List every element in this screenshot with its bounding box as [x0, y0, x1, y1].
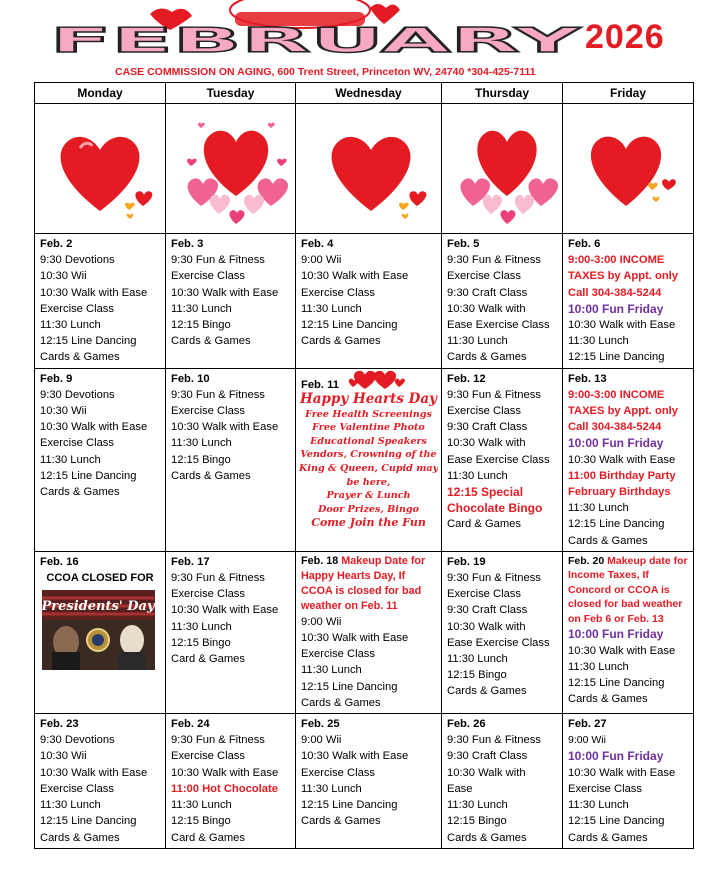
special-event: 11:00 Hot Chocolate: [171, 782, 278, 795]
birthday-party: 11:00 Birthday Party: [568, 469, 676, 482]
activity: Card & Games: [171, 831, 245, 844]
activity: 12:15 Line Dancing: [301, 680, 398, 693]
activity: Cards & Games: [301, 696, 381, 709]
activity: Ease Exercise Class: [447, 453, 550, 466]
day-cell: [296, 551, 442, 713]
date-label: Feb. 10: [171, 372, 210, 385]
activity: 10:30 Wii: [40, 405, 87, 418]
date-label: Feb. 19: [447, 555, 486, 568]
fun-friday: 10:00 Fun Friday: [568, 436, 664, 451]
activity: 10:30 Walk with Ease: [171, 604, 279, 617]
activity: 11:30 Lunch: [301, 664, 362, 677]
happy-hearts-title: Happy Hearts Day: [300, 390, 437, 407]
birthday-party: February Birthdays: [568, 486, 671, 499]
activity: 9:00 Wii: [568, 734, 606, 747]
activity: Cards & Games: [447, 351, 527, 364]
activity: Ease: [447, 782, 473, 795]
small-hearts-icon: [345, 371, 407, 391]
date-label: Feb. 16: [40, 555, 79, 568]
activity: 10:30 Walk with Ease: [301, 270, 409, 283]
activity: 12:15 Line Dancing: [301, 799, 398, 812]
activity: 11:30 Lunch: [568, 660, 629, 673]
event-line: Vendors, Crowning of the: [300, 449, 437, 461]
activity: 9:30 Craft Class: [447, 604, 528, 617]
address-line: CASE COMMISSION ON AGING, 600 Trent Street, Princeton WV, 24740 *304-425-7111: [115, 66, 536, 78]
activity: 10:30 Walk with: [447, 437, 526, 450]
activity: 10:30 Walk with Ease: [171, 766, 279, 779]
day-cell: [563, 234, 694, 369]
week-row: [35, 234, 694, 369]
date-label: Feb. 24: [171, 718, 210, 731]
activity: 9:30 Craft Class: [447, 421, 528, 434]
closed-notice: CCOA CLOSED FOR: [46, 572, 154, 585]
activity: 12:15 Bingo: [447, 815, 507, 828]
presidents-day-text: Presidents' Day: [42, 599, 155, 615]
big-heart-icon: [301, 106, 447, 231]
heart-decoration-row: [35, 104, 694, 234]
activity: 10:30 Walk with Ease: [301, 750, 409, 763]
activity: 10:30 Walk with Ease: [568, 766, 676, 779]
event-line: Educational Speakers: [310, 435, 427, 447]
activity: 10:30 Walk with: [447, 302, 526, 315]
activity: 12:15 Bingo: [171, 453, 231, 466]
date-label: Feb. 18: [301, 554, 339, 567]
hearts-cell: [442, 104, 563, 234]
hearts-cell: [166, 104, 296, 234]
activity: 9:30 Fun & Fitness: [447, 254, 541, 267]
special-event: Chocolate Bingo: [447, 501, 543, 516]
activity: 11:30 Lunch: [447, 653, 508, 666]
activity: Cards & Games: [301, 815, 381, 828]
day-header: Friday: [563, 83, 694, 104]
day-cell: [442, 368, 563, 551]
day-cell: [166, 714, 296, 849]
activity: Cards & Games: [568, 693, 648, 706]
event-closing: Come Join the Fun: [311, 516, 426, 530]
fun-friday: 10:00 Fun Friday: [568, 301, 664, 316]
income-tax-note: TAXES by Appt. only: [568, 405, 679, 418]
activity: 12:15 Bingo: [447, 669, 507, 682]
date-label: Feb. 20: [568, 554, 605, 567]
activity: 9:30 Craft Class: [447, 750, 528, 763]
date-label: Feb. 3: [171, 238, 204, 250]
activity: Exercise Class: [40, 437, 114, 450]
activity: 10:30 Walk with Ease: [568, 644, 676, 657]
activity: Cards & Games: [40, 351, 120, 364]
date-label: Feb. 23: [40, 718, 79, 731]
activity: 10:30 Walk with Ease: [568, 453, 676, 466]
activity: 12:15 Line Dancing: [568, 815, 665, 828]
activity: 11:30 Lunch: [301, 302, 362, 315]
activity: 9:30 Fun & Fitness: [171, 572, 265, 585]
event-line: Prayer & Lunch: [326, 490, 411, 502]
activity: Exercise Class: [171, 405, 245, 418]
activity: Exercise Class: [40, 782, 114, 795]
date-label: Feb. 5: [447, 238, 480, 250]
activity: 11:30 Lunch: [40, 799, 101, 812]
day-cell: [35, 714, 166, 849]
date-label: Feb. 6: [568, 238, 601, 250]
pink-hearts-icon: [447, 106, 568, 231]
activity: 11:30 Lunch: [568, 502, 629, 515]
day-cell: [166, 368, 296, 551]
day-header: Tuesday: [166, 83, 296, 104]
year-title: 2026: [585, 18, 665, 56]
date-label: Feb. 4: [301, 238, 334, 250]
activity: 11:30 Lunch: [171, 620, 232, 633]
activity: Exercise Class: [447, 405, 521, 418]
activity: Cards & Games: [40, 831, 120, 844]
week-row: [35, 551, 694, 713]
calendar-table: [34, 82, 694, 849]
activity: 10:30 Walk with Ease: [171, 286, 279, 299]
activity: Cards & Games: [171, 335, 251, 348]
day-cell: [296, 234, 442, 369]
activity: Cards & Games: [301, 335, 381, 348]
day-cell: [442, 714, 563, 849]
hearts-cell: [35, 104, 166, 234]
big-heart-icon: [40, 106, 171, 231]
activity: 9:00 Wii: [301, 254, 342, 267]
activity: 12:15 Line Dancing: [40, 469, 137, 482]
activity: Card & Games: [447, 518, 521, 531]
day-cell: [35, 368, 166, 551]
activity: 10:30 Walk with Ease: [568, 319, 676, 332]
date-label: Feb. 13: [568, 372, 607, 385]
activity: Cards & Games: [447, 685, 527, 698]
fun-friday: 10:00 Fun Friday: [568, 749, 664, 764]
activity: Ease Exercise Class: [447, 636, 550, 649]
week-row: [35, 368, 694, 551]
day-cell: [563, 368, 694, 551]
day-cell: [166, 551, 296, 713]
date-label: Feb. 17: [171, 555, 210, 568]
activity: 11:30 Lunch: [171, 799, 232, 812]
activity: 11:30 Lunch: [447, 469, 508, 482]
day-header: Thursday: [442, 83, 563, 104]
date-label: Feb. 26: [447, 718, 486, 731]
activity: 10:30 Walk with Ease: [40, 286, 148, 299]
activity: 9:00 Wii: [301, 734, 342, 747]
income-tax-note: 9:00-3:00 INCOME: [568, 388, 665, 401]
activity: 9:00 Wii: [301, 615, 342, 628]
activity: 11:30 Lunch: [171, 437, 232, 450]
activity: Exercise Class: [447, 588, 521, 601]
activity: 12:15 Line Dancing: [40, 335, 137, 348]
event-line: King & Queen, Cupid may: [299, 463, 438, 474]
activity: 11:30 Lunch: [568, 335, 629, 348]
activity: Exercise Class: [447, 270, 521, 283]
event-line: be here,: [346, 476, 391, 488]
activity: 9:30 Fun & Fitness: [447, 572, 541, 585]
weekday-header-row: [35, 83, 694, 104]
day-cell: [442, 234, 563, 369]
month-title-text: FEBRUARY: [50, 21, 581, 61]
activity: 11:30 Lunch: [40, 453, 101, 466]
day-cell: [563, 714, 694, 849]
activity: 11:30 Lunch: [301, 782, 362, 795]
activity: Exercise Class: [301, 286, 375, 299]
month-title: [50, 21, 581, 61]
activity: 9:30 Fun & Fitness: [447, 734, 541, 747]
fun-friday: 10:00 Fun Friday: [568, 627, 664, 642]
activity: Exercise Class: [301, 648, 375, 661]
activity: 12:15 Line Dancing: [568, 351, 665, 364]
event-line: Free Valentine Photo: [312, 422, 425, 434]
activity: Exercise Class: [171, 270, 245, 283]
special-event: 12:15 Special: [447, 485, 524, 500]
hearts-cell: [296, 104, 442, 234]
activity: 12:15 Bingo: [171, 319, 231, 332]
income-tax-note: Call 304-384-5244: [568, 421, 662, 434]
makeup-text: Makeup Date for Happy Hearts Day, If CCOA is closed for bad weather on Feb. 11: [301, 554, 426, 612]
activity: 10:30 Walk with Ease: [40, 421, 148, 434]
activity: Card & Games: [171, 653, 245, 666]
day-cell: [442, 551, 563, 713]
activity: 12:15 Line Dancing: [568, 518, 665, 531]
activity: Cards & Games: [171, 469, 251, 482]
activity: 11:30 Lunch: [171, 302, 232, 315]
presidents-day-image: [42, 590, 155, 670]
activity: 10:30 Walk with: [447, 620, 526, 633]
date-label: Feb. 25: [301, 718, 340, 731]
pink-hearts-icon: [171, 106, 301, 231]
day-cell: [35, 234, 166, 369]
date-label: Feb. 27: [568, 718, 607, 731]
activity: Exercise Class: [171, 750, 245, 763]
date-label: Feb. 2: [40, 238, 73, 250]
activity: 9:30 Devotions: [40, 388, 115, 401]
activity: 12:15 Bingo: [171, 815, 231, 828]
activity: Cards & Games: [40, 486, 120, 499]
activity: 11:30 Lunch: [568, 799, 629, 812]
activity: 9:30 Craft Class: [447, 286, 528, 299]
event-line: Free Health Screenings: [305, 408, 432, 420]
activity: 9:30 Devotions: [40, 734, 115, 747]
event-line: Door Prizes, Bingo: [318, 503, 419, 515]
makeup-note: [568, 554, 688, 627]
date-label: Feb. 12: [447, 372, 486, 385]
day-cell: [563, 551, 694, 713]
activity: 10:30 Wii: [40, 270, 87, 283]
activity: 10:30 Walk with Ease: [171, 421, 279, 434]
activity: Cards & Games: [568, 534, 648, 547]
activity: 12:15 Line Dancing: [301, 319, 398, 332]
income-tax-note: Call 304-384-5244: [568, 286, 662, 299]
activity: Exercise Class: [171, 588, 245, 601]
day-cell: [296, 368, 442, 551]
activity: 11:30 Lunch: [40, 319, 101, 332]
activity: Ease Exercise Class: [447, 319, 550, 332]
activity: Exercise Class: [301, 766, 375, 779]
activity: 12:15 Line Dancing: [568, 676, 665, 689]
day-cell: [296, 714, 442, 849]
activity: 10:30 Walk with: [447, 766, 526, 779]
activity: 9:30 Fun & Fitness: [171, 734, 265, 747]
activity: Exercise Class: [568, 782, 642, 795]
week-row: [35, 714, 694, 849]
activity: 10:30 Wii: [40, 750, 87, 763]
activity: Cards & Games: [568, 831, 648, 844]
makeup-note: [301, 554, 436, 614]
day-cell: [35, 551, 166, 713]
activity: 9:30 Fun & Fitness: [171, 254, 265, 267]
activity: 11:30 Lunch: [447, 799, 508, 812]
makeup-text: Makeup date for Income Taxes, If Concord or CCOA is closed for bad weather on Feb 6 or Feb. 13: [568, 554, 688, 625]
day-cell: [166, 234, 296, 369]
date-label: Feb. 11: [301, 378, 339, 391]
activity: 12:15 Bingo: [171, 636, 231, 649]
activity: 9:30 Fun & Fitness: [447, 388, 541, 401]
activity: 10:30 Walk with Ease: [301, 632, 409, 645]
income-tax-note: TAXES by Appt. only: [568, 270, 679, 283]
activity: 9:30 Fun & Fitness: [171, 388, 265, 401]
activity: 11:30 Lunch: [447, 335, 508, 348]
date-label: Feb. 9: [40, 372, 73, 385]
activity: 12:15 Line Dancing: [40, 815, 137, 828]
hearts-cell: [563, 104, 694, 234]
big-heart-icon: [568, 106, 699, 231]
activity: Exercise Class: [40, 302, 114, 315]
day-header: Monday: [35, 83, 166, 104]
activity: 10:30 Walk with Ease: [40, 766, 148, 779]
activity: 9:30 Devotions: [40, 254, 115, 267]
income-tax-note: 9:00-3:00 INCOME: [568, 254, 665, 267]
activity: Cards & Games: [447, 831, 527, 844]
day-header: Wednesday: [296, 83, 442, 104]
